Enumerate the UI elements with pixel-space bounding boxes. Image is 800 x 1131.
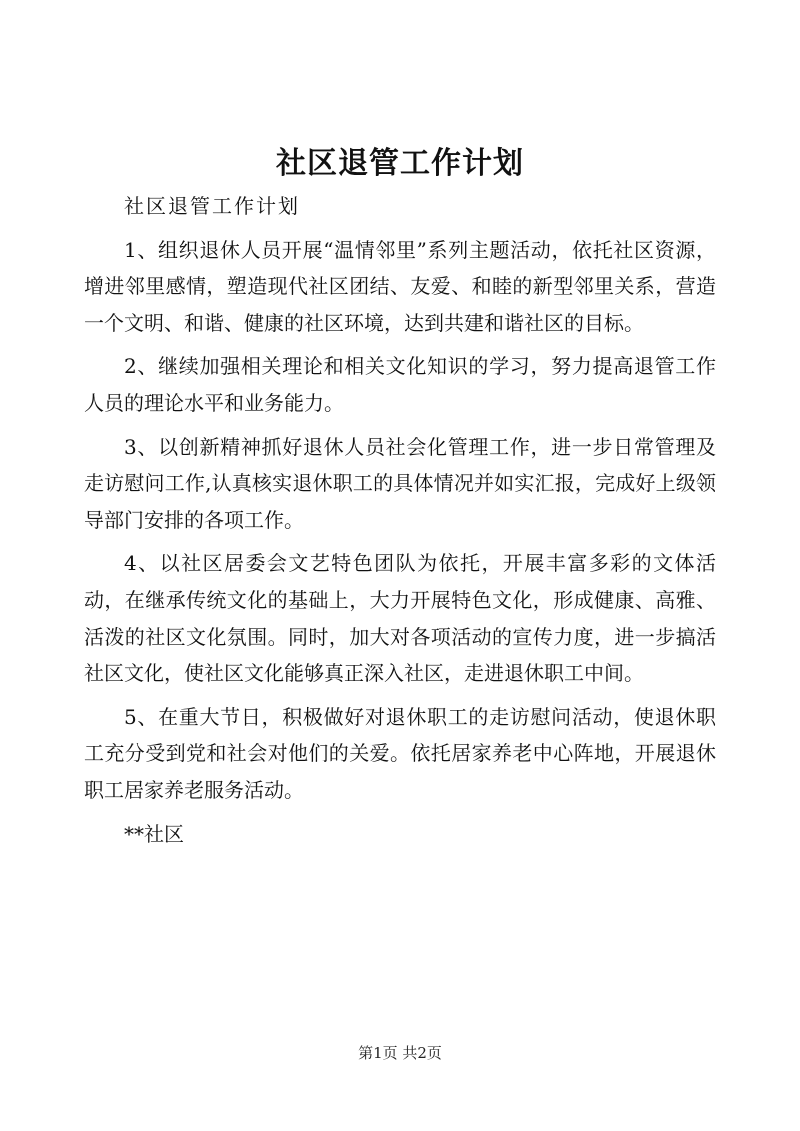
paragraph-4: 4、以社区居委会文艺特色团队为依托，开展丰富多彩的文体活动，在继承传统文化的基础上，大力开展特色文化，形成健康、高雅、活泼的社区文化氛围。同时，加大对各项活动的宣传力度，进一步搞活社区文化，使社区文化能够真正深入社区，走进退休职工中间。 <box>84 551 716 686</box>
paragraph-3: 3、以创新精神抓好退休人员社会化管理工作，进一步日常管理及走访慰问工作,认真核实退休职工的具体情况并如实汇报，完成好上级领导部门安排的各项工作。 <box>84 434 716 532</box>
paragraph-5: 5、在重大节日，积极做好对退休职工的走访慰问活动，使退休职工充分受到党和社会对他们的关爱。依托居家养老中心阵地，开展退休职工居家养老服务活动。 <box>84 704 716 802</box>
page-indicator: 第1页 共2页 <box>358 1044 442 1062</box>
document-body <box>84 188 716 859</box>
document-title: 社区退管工作计划 <box>276 146 524 181</box>
paragraph-2: 2、继续加强相关理论和相关文化知识的学习，努力提高退管工作人员的理论水平和业务能力。 <box>84 354 716 415</box>
signature: **社区 <box>124 821 184 846</box>
paragraph-1: 1、组织退休人员开展“温情邻里”系列主题活动，依托社区资源，增进邻里感情，塑造现代社区团结、友爱、和睦的新型邻里关系，营造一个文明、和谐、健康的社区环境，达到共建和谐社区的目标。 <box>84 237 716 335</box>
document-subtitle: 社区退管工作计划 <box>124 194 300 218</box>
